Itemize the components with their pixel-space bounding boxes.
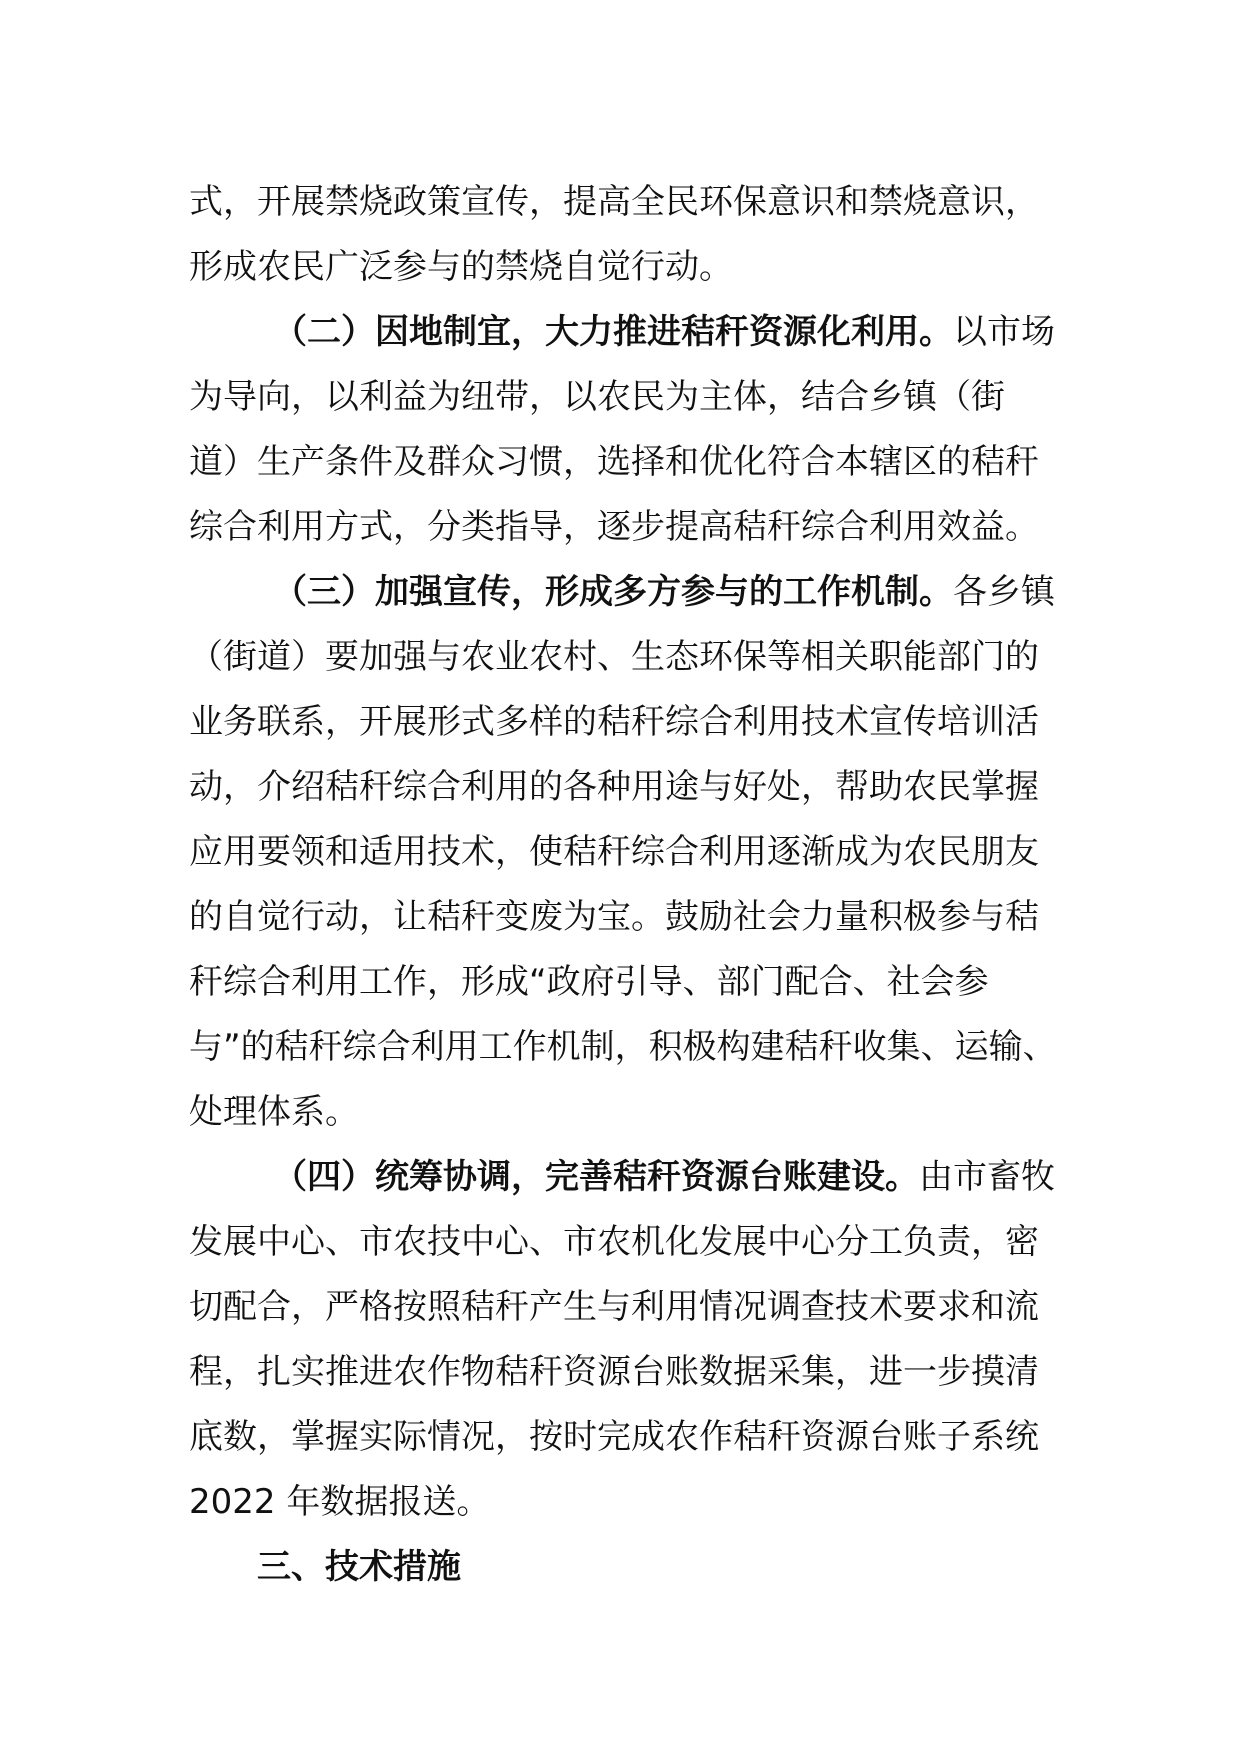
text-line: 道）生产条件及群众习惯，选择和优化符合本辖区的秸秆 bbox=[189, 442, 1039, 482]
section-3-first-line bbox=[189, 560, 1055, 625]
text-line: 2022 年数据报送。 bbox=[189, 1482, 491, 1522]
text-line: 的自觉行动，让秸秆变废为宝。鼓励社会力量积极参与秸 bbox=[189, 897, 1039, 937]
text-run: 以市场 bbox=[953, 312, 1055, 352]
section-3-heading: （三）加强宣传，形成多方参与的工作机制。 bbox=[273, 572, 953, 612]
text-line: 与”的秸秆综合利用工作机制，积极构建秸秆收集、运输、 bbox=[189, 1027, 1057, 1067]
text-line: 形成农民广泛参与的禁烧自觉行动。 bbox=[189, 247, 733, 287]
chapter-3-heading: 三、技术措施 bbox=[257, 1547, 461, 1587]
section-4-heading: （四）统筹协调，完善秸秆资源台账建设。 bbox=[273, 1157, 919, 1197]
document-page bbox=[189, 170, 1057, 1600]
section-4-first-line bbox=[189, 1145, 1055, 1210]
text-line: （街道）要加强与农业农村、生态环保等相关职能部门的 bbox=[189, 637, 1039, 677]
text-line: 底数，掌握实际情况，按时完成农作秸秆资源台账子系统 bbox=[189, 1417, 1039, 1457]
text-line: 处理体系。 bbox=[189, 1092, 359, 1132]
text-line: 为导向，以利益为纽带，以农民为主体，结合乡镇（街 bbox=[189, 377, 1005, 417]
text-run: 由市畜牧 bbox=[919, 1157, 1055, 1197]
text-line: 式，开展禁烧政策宣传，提高全民环保意识和禁烧意识， bbox=[189, 182, 1039, 222]
section-2-heading: （二）因地制宜，大力推进秸秆资源化利用。 bbox=[273, 312, 953, 352]
text-line: 动，介绍秸秆综合利用的各种用途与好处，帮助农民掌握 bbox=[189, 767, 1039, 807]
text-line: 业务联系，开展形式多样的秸秆综合利用技术宣传培训活 bbox=[189, 702, 1039, 742]
section-2-first-line bbox=[189, 300, 1055, 365]
text-run: 各乡镇 bbox=[953, 572, 1055, 612]
text-line: 综合利用方式，分类指导，逐步提高秸秆综合利用效益。 bbox=[189, 507, 1039, 547]
text-line: 应用要领和适用技术，使秸秆综合利用逐渐成为农民朋友 bbox=[189, 832, 1039, 872]
text-line: 秆综合利用工作，形成“政府引导、部门配合、社会参 bbox=[189, 962, 989, 1002]
text-line: 程，扎实推进农作物秸秆资源台账数据采集，进一步摸清 bbox=[189, 1352, 1039, 1392]
text-line: 切配合，严格按照秸秆产生与利用情况调查技术要求和流 bbox=[189, 1287, 1039, 1327]
text-line: 发展中心、市农技中心、市农机化发展中心分工负责，密 bbox=[189, 1222, 1039, 1262]
